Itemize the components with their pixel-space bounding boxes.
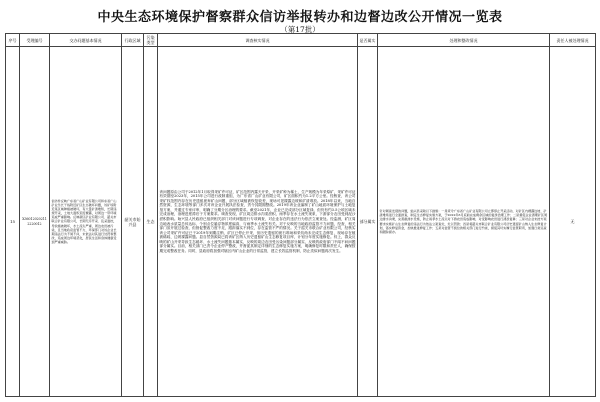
cell-issue: 信访件反映广东省广山矿业有限公司和东省广山矿业乐长干线附近矿区生态破坏问题，该矿场附近某区域种植被破坏，有大量矿渣堆积，长期违规开采，土地大面积荒废裸露，对周边一带环境造成严重影响。反映新区矿业有限公司、韶关市联合矿业有限公司，长期无序开采、乱采滥挖，导致植被破坏，水土流失严重，周边农田被污染，且当地政府监管不力，环保部门对该企业长期违法行为不闻不问，未依法对其进行处罚和整改，造成周边环境恶化，居民生活和身体健康受到严重威胁。: [50, 47, 122, 397]
header-row: [6, 34, 596, 47]
cell-accountability: 无: [550, 47, 596, 397]
cell-verified: 部分属实: [358, 47, 378, 397]
disclosure-table: [5, 33, 596, 397]
header-receipt-no: 受理编号: [20, 34, 50, 47]
cell-receipt-no: X360120202112220012: [20, 47, 50, 397]
header-region: 行政区域: [122, 34, 144, 47]
header-handling: 处理和整改情况: [378, 34, 550, 47]
header-verification: 调查核实情况: [158, 34, 358, 47]
header-pollution-type: 污染类型: [144, 34, 158, 47]
cell-pollution-type: 生态: [144, 47, 158, 397]
batch-subtitle: （第17批）: [280, 25, 320, 34]
header-accountability: 责任人被处理情况: [550, 34, 596, 47]
cell-index: 15: [6, 47, 20, 397]
header-issue: 交办问题基本情况: [50, 34, 122, 47]
cell-handling: 针对调查发现的问题，始兴县采取以下措施：一是责令广东省广山矿业有限公司立即停止开采活动，对矿区内裸露边坡、矿渣堆场进行全面排查，制定生态修复实施方案，于2022年6月底前完成剩余区域的复绿治理工作；二是督促企业清理矿区周边排水沟渠，完善截排水设施，防止雨季水土流失对下游农田造成影响，对受影响农田进行清淤复耕；三是对企业未按方案要求实施矿山生态修复的违法行为依法立案查处，处以罚款；四是将韶关市联合矿业有限公司历史遗留矿山纳入生态修复计划，落实修复资金，加快推进修复工作；五是对监管不到位的相关部门进行约谈，督促其切实履行监管职责，加强日常巡查和跟踪督办。: [378, 47, 550, 397]
cell-verification: 该问题原由公司于2012年1月取得采矿许可证，矿区范围内露天开采，开采矿种为稀土，生产规模为年采原矿，采矿许可证有效期至2023年，2015年公司进行改制重组，为广东省广山矿业有限公司，矿区面积约为1.2平方公里。经核查，该公司采矿权范围内存在历史遗留废弃矿山问题，部分区域植被恢复较差，现场可见裸露边坡和矿渣堆放。2018年以来，当地自然资源、生态环境等部门多次对该企业开展执法检查，责令其限期整改。2019年该企业编制了矿山地质环境保护与土地复垦方案，并通过专家评审，明确了分期分区治理的要求。截至2021年，企业已完成部分区域复绿，但仍有约3.5公顷区域未完成治理，治理进度滞后于方案要求。调查发现，矿区周边排水沟渠淤积，雨季存在水土流失现象，下游部分农田受到泥沙淤积影响。始兴县人民政府已组织相关部门对该问题进行专项调查，对企业存在的违法行为依法立案查处。经监测，矿区周边地表水质量总体达标，个别点位悬浮物浓度偏高，与雨季水土流失有关。对于反映的当地政府监管不力问题，经查，相关部门虽开展过检查，但督促整改力度不足，跟踪落实不到位，存在监管不严的情况。关于韶关市联合矿业有限公司，经核实该公司采矿许可证已于2019年到期注销，矿区已停止开采，但历史遗留的废石堆场和采坑尚未完成生态修复，现场存在植被稀疏、边坡裸露问题。县自然资源局已将该矿区纳入历史遗留矿山生态修复项目库，计划分年度实施修复。综上，群众反映的矿山开采导致生态破坏、水土流失问题基本属实，反映的周边农田受污染问题部分属实，反映的政府部门不闻不问问题部分属实。目前，相关部门已责令企业停产整改，并督促其制定详细的生态修复实施方案，明确修复时限和责任人，确保按期完成整改任务。同时，县政府将加强对辖区内矿山企业的日常监管，建立长效监管机制，防止类似问题再次发生。: [158, 47, 358, 397]
header-verified: 是否属实: [358, 34, 378, 47]
table-row: [6, 47, 596, 397]
header-index: 序号: [6, 34, 20, 47]
cell-region: 韶关市始兴县: [122, 47, 144, 397]
page-title: 中央生态环境保护督察群众信访举报转办和边督边改公开情况一览表: [97, 10, 503, 25]
